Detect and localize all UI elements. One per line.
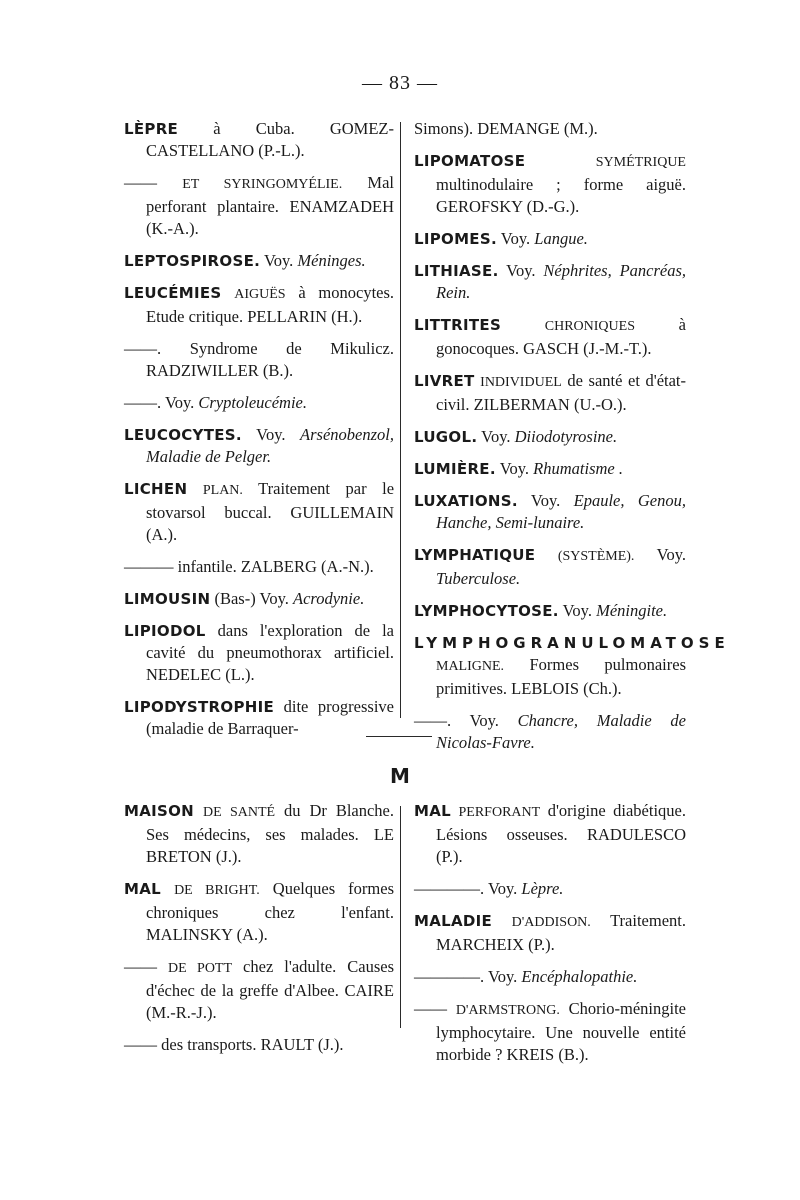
entry-text: Voy. <box>506 261 536 280</box>
entry-text: Voy. <box>164 393 195 412</box>
entry-qualifier: (SYSTÈME). <box>557 549 635 564</box>
entry-text: Traitement. MARCHEIX (P.). <box>436 911 686 954</box>
entry-headword: LIPOMATOSE <box>414 152 526 170</box>
entry-headword: LUMIÈRE. <box>414 460 496 478</box>
entry-text: Chorio-méningite lymphocytaire. Une nouvelle entité morbide ? KREIS (B.). <box>436 999 686 1064</box>
index-entry-lugol <box>414 426 686 448</box>
entry-headword: LIMOUSIN <box>124 590 211 608</box>
entry-qualifier: D'ARMSTRONG. <box>455 1003 560 1018</box>
entry-text: (Bas-) Voy. <box>214 589 289 608</box>
entry-text: Traitement par le stovarsol buccal. GUILLEMAIN (A.). <box>146 479 395 544</box>
entry-headword: LIPOMES. <box>414 230 497 248</box>
entry-headword: LUXATIONS. <box>414 492 518 510</box>
index-entry-luxations <box>414 490 686 534</box>
entry-headword: MAL <box>124 880 161 898</box>
index-entry-maladie-addison <box>414 910 686 956</box>
section-letter-heading: M <box>390 764 410 788</box>
entry-text: d'origine diabétique. Lésions osseuses. RADULESCO (P.). <box>436 801 686 866</box>
entry-dash: ——. <box>124 339 162 358</box>
index-entry-lipomes <box>414 228 686 250</box>
entry-headword: LEPTOSPIROSE. <box>124 252 261 270</box>
index-entry-lipomatose <box>414 150 686 218</box>
entry-headword: LICHEN <box>124 480 188 498</box>
entry-text: Voy. <box>481 427 511 446</box>
index-entry-livret <box>414 370 686 416</box>
column-lower-right <box>414 800 686 1076</box>
entry-dash: ——. <box>414 711 452 730</box>
index-entry-leucemies <box>124 282 394 328</box>
column-divider-lower <box>400 806 401 1028</box>
entry-headword: LEUCÉMIES <box>124 284 222 302</box>
entry-headword: LYMPHOCYTOSE. <box>414 602 559 620</box>
column-divider-upper <box>400 122 401 718</box>
entry-headword: LUGOL. <box>414 428 478 446</box>
entry-text: chez l'adulte. Causes d'échec de la greffe d'Albee. CAIRE (M.-R.-J.). <box>146 957 395 1022</box>
entry-reference: Arsénobenzol, Maladie de Pelger. <box>146 425 394 466</box>
entry-reference: Méninges. <box>297 251 366 270</box>
entry-dash: ————. <box>414 967 485 986</box>
index-entry-lymphogranulomatose-2 <box>414 710 686 754</box>
index-entry-mal-pott <box>124 956 394 1024</box>
entry-headword: LITTRITES <box>414 316 502 334</box>
index-entry-lumiere <box>414 458 686 480</box>
entry-text: Voy. <box>487 967 518 986</box>
entry-qualifier: PERFORANT <box>458 805 541 820</box>
entry-qualifier: ET SYRINGOMYÉLIE. <box>182 177 343 192</box>
entry-reference: Diiodotyrosine. <box>514 427 618 446</box>
entry-qualifier: MALIGNE. <box>436 659 505 674</box>
entry-text: Voy. <box>530 491 561 510</box>
index-entry-littrites <box>414 314 686 360</box>
index-entry-lymphogranulomatose <box>414 632 730 700</box>
column-upper-right <box>414 118 730 764</box>
page-number: — 83 — <box>362 72 438 94</box>
entry-text: des transports. RAULT (J.). <box>161 1035 344 1054</box>
entry-text: du Dr Blanche. Ses médecins, ses malades. LE BRETON (J.). <box>146 801 395 866</box>
index-entry-lymphocytose <box>414 600 686 622</box>
entry-dash: ——— <box>124 557 174 576</box>
entry-text: Voy. <box>256 425 286 444</box>
entry-reference: Langue. <box>534 229 588 248</box>
entry-headword: LIVRET <box>414 372 475 390</box>
entry-reference: Acrodynie. <box>293 589 365 608</box>
index-entry-lepre <box>124 118 394 162</box>
entry-qualifier: DE BRIGHT. <box>174 883 260 898</box>
entry-text: Voy. <box>500 229 531 248</box>
entry-text: dans l'exploration de la cavité du pneumothorax artificiel. NEDELEC (L.). <box>146 621 394 684</box>
entry-reference: Lèpre. <box>521 879 564 898</box>
entry-text: Voy. <box>487 879 518 898</box>
entry-text: à Cuba. GOMEZ-CASTELLANO (P.-L.). <box>146 119 395 160</box>
section-rule <box>366 736 432 737</box>
entry-text: Voy. <box>499 459 530 478</box>
entry-headword: LITHIASE. <box>414 262 499 280</box>
entry-dash: —— <box>124 173 157 192</box>
entry-text: multinodulaire ; forme aiguë. GEROFSKY (D.-G.). <box>436 175 686 216</box>
entry-headword: MALADIE <box>414 912 493 930</box>
entry-reference: Néphrites, Pancréas, Rein. <box>436 261 687 302</box>
index-entry-lichen-inf <box>124 556 394 578</box>
entry-qualifier: DE SANTÉ <box>202 805 276 820</box>
entry-text: infantile. ZALBERG (A.-N.). <box>177 557 374 576</box>
entry-headword: MAL <box>414 802 451 820</box>
index-entry-leucemies-2 <box>124 338 394 382</box>
index-entry-lipodystrophie-cont <box>414 118 686 140</box>
entry-headword: LYMPHOGRANULOMATOSE <box>414 634 730 652</box>
index-entry-lithiase <box>414 260 686 304</box>
entry-qualifier: INDIVIDUEL <box>480 375 562 390</box>
entry-qualifier: SYMÉTRIQUE <box>595 155 686 170</box>
entry-text: à gonocoques. GASCH (J.-M.-T.). <box>436 315 686 358</box>
entry-headword: LIPODYSTROPHIE <box>124 698 275 716</box>
index-entry-lepre-syr <box>124 172 394 240</box>
entry-text: de santé et d'état-civil. ZILBERMAN (U.-O.). <box>436 371 687 414</box>
entry-text: Voy. <box>562 601 592 620</box>
index-entry-lipiodol <box>124 620 394 686</box>
entry-qualifier: CHRONIQUES <box>544 319 635 334</box>
entry-text: Simons). DEMANGE (M.). <box>414 119 598 138</box>
entry-text: Voy. <box>469 711 499 730</box>
index-entry-lichen <box>124 478 394 546</box>
index-entry-limousin <box>124 588 394 610</box>
entry-reference: Epaule, Genou, Hanche, Semi-lunaire. <box>436 491 686 532</box>
column-lower-left <box>124 800 394 1066</box>
index-entry-lymphatique <box>414 544 686 590</box>
entry-qualifier: DE POTT <box>168 961 233 976</box>
entry-headword: LYMPHATIQUE <box>414 546 536 564</box>
entry-qualifier: D'ADDISON. <box>511 915 591 930</box>
entry-text: Quelques formes chroniques chez l'enfant. MALINSKY (A.). <box>146 879 394 944</box>
index-entry-mal-perforant-2 <box>414 878 686 900</box>
entry-text: Voy. <box>656 545 686 564</box>
index-entry-mal-bright <box>124 878 394 946</box>
index-entry-mal-transports <box>124 1034 394 1056</box>
entry-reference: Cryptoleucémie. <box>198 393 308 412</box>
entry-text: dite progressive (maladie de Barraquer- <box>146 697 394 738</box>
index-entry-maladie-addison-2 <box>414 966 686 988</box>
entry-text: Syndrome de Mikulicz. RADZIWILLER (B.). <box>146 339 394 380</box>
entry-dash: —— <box>124 1035 157 1054</box>
entry-text: Formes pulmonaires primitives. LEBLOIS (Ch.). <box>436 655 686 698</box>
entry-headword: LÈPRE <box>124 120 179 138</box>
index-entry-maladie-armstrong <box>414 998 686 1066</box>
index-entry-leucemies-3 <box>124 392 394 414</box>
entry-headword: LEUCOCYTES. <box>124 426 242 444</box>
entry-reference: Chancre, Maladie de Nicolas-Favre. <box>436 711 686 752</box>
index-entry-leptospirose <box>124 250 394 272</box>
entry-qualifier: PLAN. <box>202 483 243 498</box>
entry-dash: —— <box>124 957 157 976</box>
entry-dash: ————. <box>414 879 485 898</box>
entry-reference: Tuberculose. <box>436 569 521 588</box>
index-entry-lipodystrophie <box>124 696 394 740</box>
entry-headword: MAISON <box>124 802 195 820</box>
column-upper-left <box>124 118 394 750</box>
index-entry-mal-perforant <box>414 800 686 868</box>
entry-text: à monocytes. Etude critique. PELLARIN (H.). <box>146 283 395 326</box>
entry-text: Mal perforant plantaire. ENAMZADEH (K.-A.). <box>146 173 394 238</box>
entry-reference: Méningite. <box>596 601 668 620</box>
entry-qualifier: AIGUËS <box>234 287 286 302</box>
entry-text: Voy. <box>263 251 294 270</box>
index-entry-leucocytes <box>124 424 394 468</box>
entry-headword: LIPIODOL <box>124 622 206 640</box>
index-entry-maison <box>124 800 394 868</box>
entry-dash: ——. <box>124 393 162 412</box>
entry-reference: Encéphalopathie. <box>521 967 638 986</box>
entry-reference: Rhumatisme . <box>533 459 623 478</box>
entry-dash: —— <box>414 999 447 1018</box>
